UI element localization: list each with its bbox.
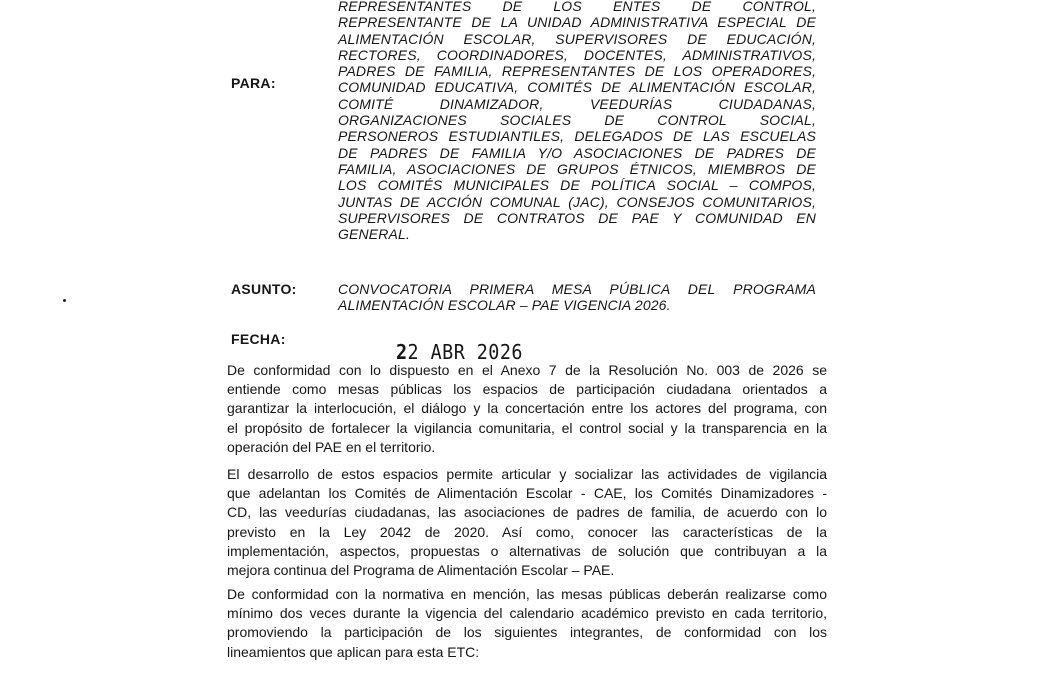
paragraph-2 bbox=[227, 465, 827, 580]
recipient-line: RECTORES, COORDINADORES, DOCENTES, ADMINISTRATIVOS, bbox=[338, 46, 816, 63]
paragraph-line: mínimo dos veces durante la vigencia del calendario académico previsto en cada territorio, bbox=[227, 605, 827, 622]
recipient-line: SUPERVISORES DE CONTRATOS DE PAE Y COMUNIDAD EN bbox=[338, 209, 816, 226]
paragraph-line: El desarrollo de estos espacios permite articular y socializar las actividades de vigilancia bbox=[227, 466, 827, 482]
paragraph-line: operación del PAE en el territorio. bbox=[227, 438, 436, 455]
paragraph-line: De conformidad con la normativa en mención, las mesas públicas deberán realizarse como bbox=[227, 586, 827, 602]
para-label: PARA: bbox=[231, 75, 276, 91]
date-stamp-rest: 2 ABR 2026 bbox=[407, 340, 523, 364]
paragraph-line: mejora continua del Programa de Alimentación Escolar – PAE. bbox=[227, 561, 615, 578]
paragraph-line: que adelantan los Comités de Alimentación Escolar - CAE, los Comités Dinamizadores - bbox=[227, 485, 827, 502]
paragraph-3 bbox=[227, 585, 827, 662]
paragraph-line: promoviendo la participación de los siguientes integrantes, de conformidad con los bbox=[227, 624, 827, 641]
asunto-line: ALIMENTACIÓN ESCOLAR – PAE VIGENCIA 2026. bbox=[338, 297, 671, 314]
asunto-text bbox=[338, 281, 816, 314]
recipient-line: COMITÉ DINAMIZADOR, VEEDURÍAS CIUDADANAS, bbox=[338, 95, 816, 112]
paragraph-line: entiende como mesas públicas los espacios de participación ciudadana orientados a bbox=[227, 381, 827, 398]
recipient-line: JUNTAS DE ACCIÓN COMUNAL (JAC), CONSEJOS COMUNITARIOS, bbox=[338, 193, 816, 210]
paragraph-line: CD, las veedurías ciudadanas, las asociaciones de padres de familia, de acuerdo con lo bbox=[227, 504, 827, 521]
recipient-line: LOS COMITÉS MUNICIPALES DE POLÍTICA SOCIAL – COMPOS, bbox=[338, 177, 816, 194]
paragraph-line: De conformidad con lo dispuesto en el Anexo 7 de la Resolución No. 003 de 2026 se bbox=[227, 362, 827, 378]
recipient-line: PADRES DE FAMILIA, REPRESENTANTES DE LOS OPERADORES, bbox=[338, 63, 816, 80]
recipient-line: GENERAL. bbox=[338, 226, 410, 243]
paragraph-1 bbox=[227, 361, 827, 457]
recipient-line: COMUNIDAD EDUCATIVA, COMITÉS DE ALIMENTACIÓN ESCOLAR, bbox=[338, 79, 816, 96]
paragraph-line: previsto en la Ley 2042 de 2020. Así como, conocer las características de la bbox=[227, 523, 827, 540]
paragraph-line: implementación, aspectos, propuestas o alternativas de solución que contribuyan a la bbox=[227, 542, 827, 559]
recipient-line: DE PADRES DE FAMILIA Y/O ASOCIACIONES DE PADRES DE bbox=[338, 144, 816, 161]
paragraph-line: el propósito de fortalecer la vigilancia comunitaria, el control social y la transparencia en la bbox=[227, 419, 827, 436]
para-recipients bbox=[338, 0, 816, 242]
asunto-label: ASUNTO: bbox=[231, 281, 297, 297]
recipient-line: PERSONEROS ESTUDIANTILES, DELEGADOS DE LAS ESCUELAS bbox=[338, 128, 816, 145]
fecha-label: FECHA: bbox=[231, 331, 286, 347]
recipient-line: ALIMENTACIÓN ESCOLAR, SUPERVISORES DE EDUCACIÓN, bbox=[338, 30, 816, 47]
recipient-line: ORGANIZACIONES SOCIALES DE CONTROL SOCIAL, bbox=[338, 112, 816, 129]
paragraph-line: lineamientos que aplican para esta ETC: bbox=[227, 643, 480, 660]
date-stamp-first-digit: 2 bbox=[396, 340, 408, 364]
asunto-line: CONVOCATORIA PRIMERA MESA PÚBLICA DEL PROGRAMA bbox=[338, 281, 816, 297]
scan-dot bbox=[63, 299, 66, 302]
paragraph-line: garantizar la interlocución, el diálogo y la concertación entre los actores del programa, con bbox=[227, 400, 827, 417]
recipient-line: FAMILIA, ASOCIACIONES DE GRUPOS ÉTNICOS, MIEMBROS DE bbox=[338, 160, 816, 177]
recipient-line: REPRESENTANTES DE LOS ENTES DE CONTROL, bbox=[338, 0, 816, 14]
recipient-line: REPRESENTANTE DE LA UNIDAD ADMINISTRATIVA ESPECIAL DE bbox=[338, 14, 816, 31]
